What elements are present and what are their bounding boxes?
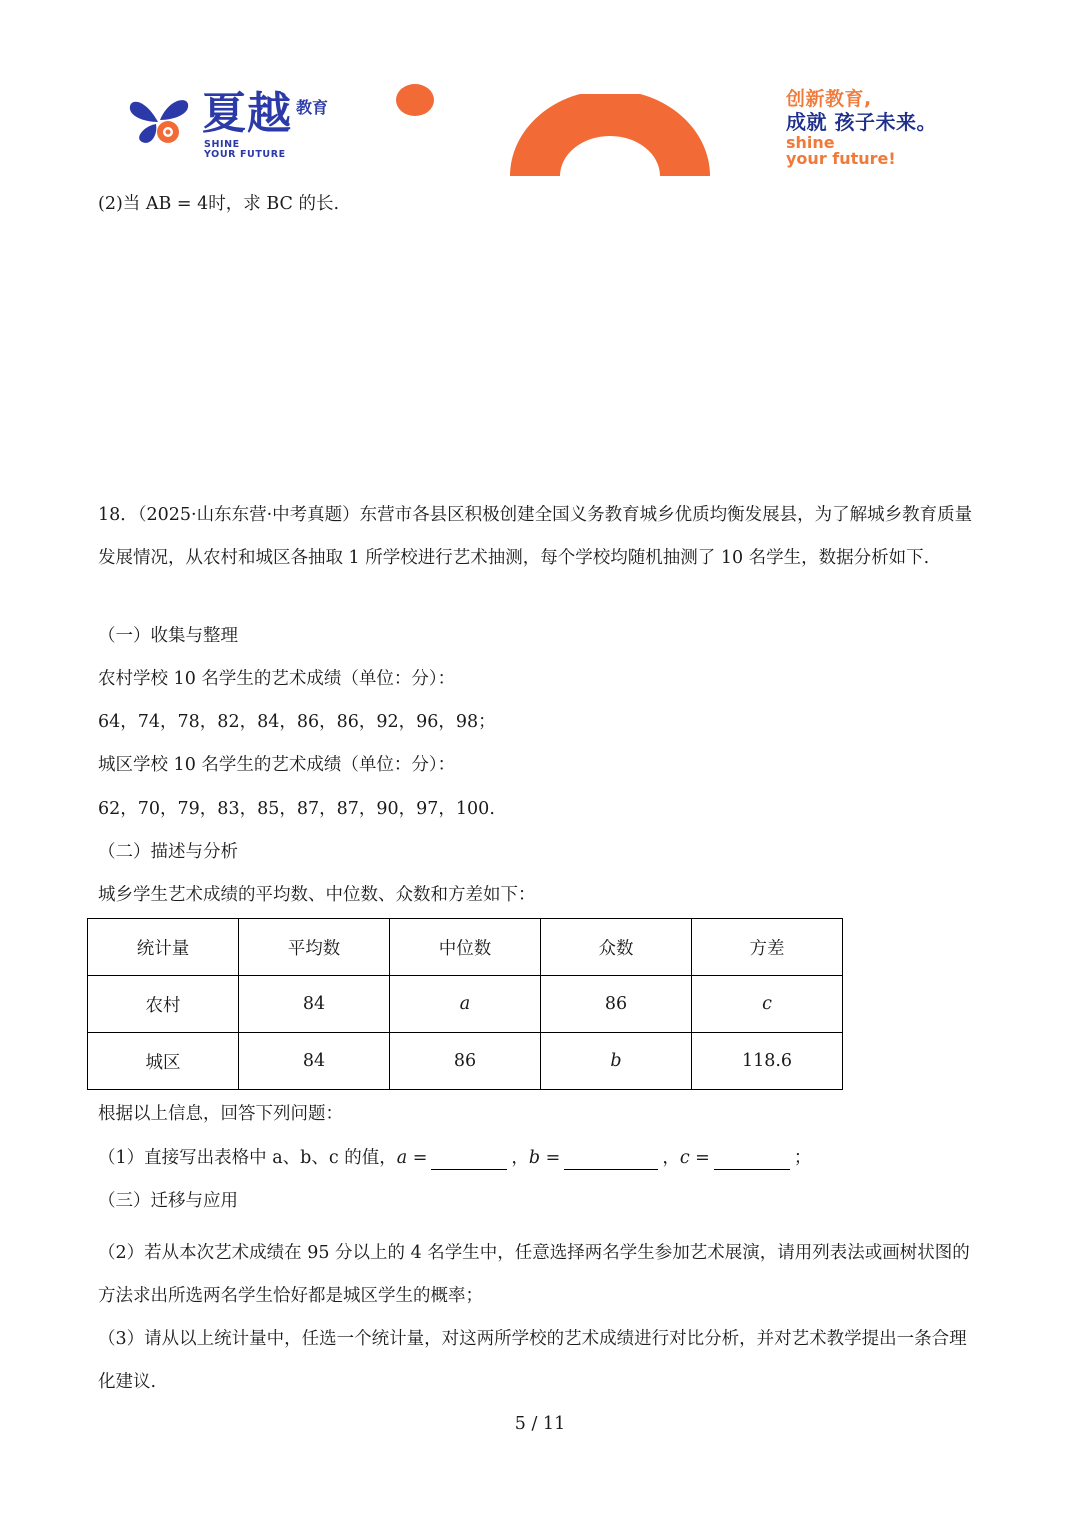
section-application-heading: （三）迁移与应用 xyxy=(98,1191,238,1211)
answer-prompt: 根据以上信息，回答下列问题： xyxy=(98,1104,343,1124)
table-cell: a xyxy=(390,976,541,1033)
page-number: 5 / 11 xyxy=(514,1414,566,1434)
decorative-dot-icon xyxy=(396,84,434,116)
table-cell: b xyxy=(541,1033,692,1090)
table-caption: 城乡学生艺术成绩的平均数、中位数、众数和方差如下： xyxy=(98,885,536,905)
table-row xyxy=(88,1033,843,1090)
answer-blank-b[interactable] xyxy=(564,1149,658,1170)
section-analysis-heading: （二）描述与分析 xyxy=(98,842,238,862)
q1-comma: ， xyxy=(511,1148,529,1168)
table-cell: 农村 xyxy=(88,976,239,1033)
statistics-table xyxy=(87,918,843,1090)
table-cell: c xyxy=(692,976,843,1033)
urban-scores-label: 城区学校 10 名学生的艺术成绩（单位：分）： xyxy=(98,755,456,775)
slogan-line-2: 成就 孩子未来。 xyxy=(786,110,937,134)
butterfly-logo-icon xyxy=(128,96,190,146)
brand-tagline-line-2: YOUR FUTURE xyxy=(204,149,286,160)
q1-a-label: a = xyxy=(396,1148,428,1168)
slogan xyxy=(786,88,937,167)
table-header-cell: 平均数 xyxy=(239,919,390,976)
brand-tagline xyxy=(204,140,324,160)
decorative-arch-icon xyxy=(510,94,710,176)
table-header-cell: 方差 xyxy=(692,919,843,976)
q3-text: （3）请从以上统计量中，任选一个统计量，对这两所学校的艺术成绩进行对比分析，并对艺术教学提出一条合理化建议. xyxy=(98,1329,967,1392)
q17-part2: (2)当 AB = 4时，求 BC 的长. xyxy=(98,194,340,214)
slogan-line-4: your future! xyxy=(786,149,896,168)
table-header-cell: 中位数 xyxy=(390,919,541,976)
table-cell: 86 xyxy=(390,1033,541,1090)
q1-b-label: b = xyxy=(528,1148,561,1168)
table-row xyxy=(88,976,843,1033)
table-header-cell: 统计量 xyxy=(88,919,239,976)
q1-c-label: c = xyxy=(679,1148,710,1168)
table-header-cell: 众数 xyxy=(541,919,692,976)
section-collect-heading: （一）收集与整理 xyxy=(98,626,238,646)
q1-semicolon: ； xyxy=(793,1148,812,1168)
brand-suffix: 教育 xyxy=(296,98,329,117)
table-cell: 84 xyxy=(239,1033,390,1090)
q18-intro: 18．（2025·山东东营·中考真题）东营市各县区积极创建全国义务教育城乡优质均衡发展县，为了解城乡教育质量发展情况，从农村和城区各抽取 1 所学校进行艺术抽测，每个学校均随机抽测了 10 名学生，数据分析如下. xyxy=(98,505,973,568)
q1-text: （1）直接写出表格中 a、b、c 的值， xyxy=(98,1148,397,1168)
answer-blank-a[interactable] xyxy=(431,1149,507,1170)
answer-blank-c[interactable] xyxy=(714,1149,790,1170)
table-cell: 84 xyxy=(239,976,390,1033)
brand-tagline-line-1: SHINE xyxy=(204,139,240,150)
table-cell: 118.6 xyxy=(692,1033,843,1090)
slogan-line-1: 创新教育, xyxy=(786,88,872,110)
table-cell: 86 xyxy=(541,976,692,1033)
table-cell: 城区 xyxy=(88,1033,239,1090)
q1-comma: ， xyxy=(662,1148,680,1168)
slogan-line-3: shine xyxy=(786,133,835,152)
rural-scores: 64，74，78，82，84，86，86，92，96，98； xyxy=(98,712,496,732)
q1-line xyxy=(98,1146,811,1170)
q2-text: （2）若从本次艺术成绩在 95 分以上的 4 名学生中，任意选择两名学生参加艺术展演，请用列表法或画树状图的方法求出所选两名学生恰好都是城区学生的概率； xyxy=(98,1243,970,1306)
rural-scores-label: 农村学校 10 名学生的艺术成绩（单位：分）： xyxy=(98,669,456,689)
urban-scores: 62，70，79，83，85，87，87，90，97，100. xyxy=(98,799,495,819)
table-header-row xyxy=(88,919,843,976)
brand-name: 夏越 xyxy=(202,88,292,139)
